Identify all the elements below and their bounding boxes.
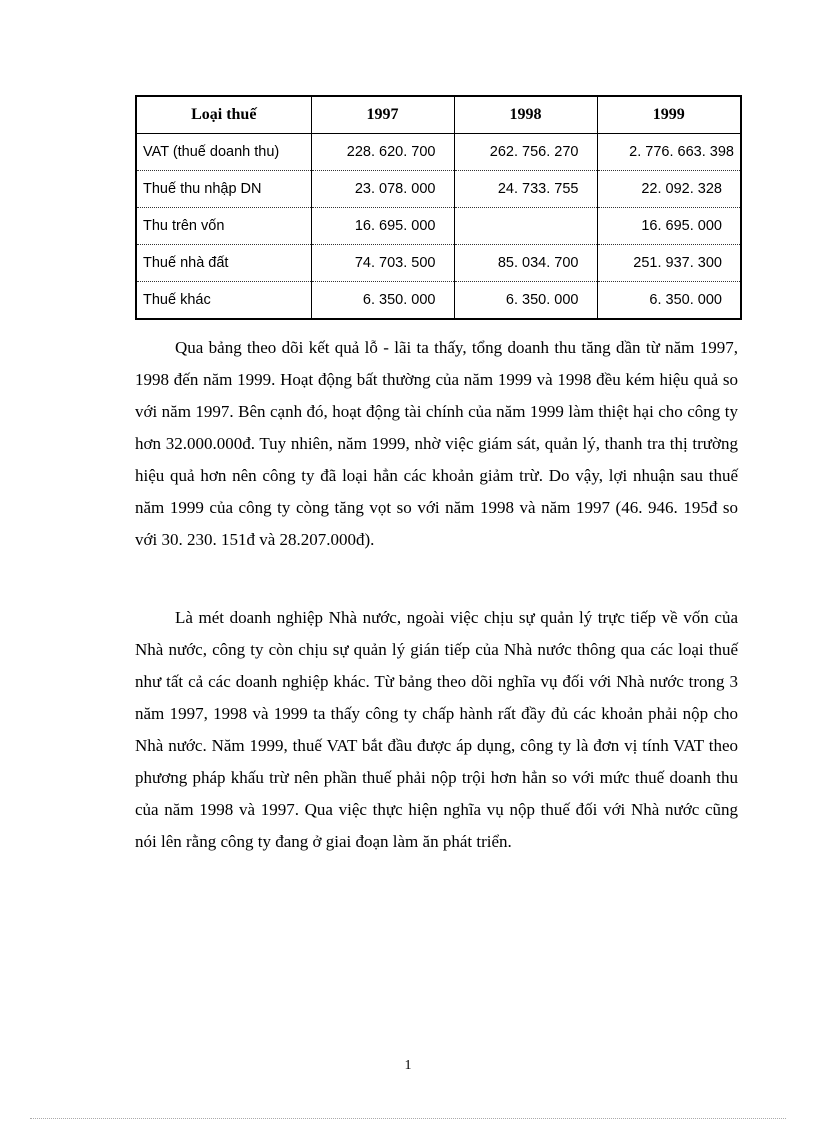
value-cell: 6. 350. 000	[311, 282, 454, 320]
value-cell: 6. 350. 000	[454, 282, 597, 320]
value-cell: 16. 695. 000	[597, 208, 741, 245]
tax-name-cell: Thuế thu nhập DN	[136, 171, 311, 208]
header-year: 1997	[311, 96, 454, 134]
header-year: 1999	[597, 96, 741, 134]
value-cell: 24. 733. 755	[454, 171, 597, 208]
value-cell: 16. 695. 000	[311, 208, 454, 245]
value-cell: 74. 703. 500	[311, 245, 454, 282]
table-row	[136, 282, 741, 320]
value-cell: 85. 034. 700	[454, 245, 597, 282]
value-cell: 228. 620. 700	[311, 134, 454, 171]
table-row	[136, 245, 741, 282]
tax-table	[135, 95, 742, 320]
analysis-paragraph: Qua bảng theo dõi kết quả lỗ - lãi ta thấy, tổng doanh thu tăng dần từ năm 1997, 1998 đến năm 1999. Hoạt động bất thường của năm 1999 và 1998 đều kém hiệu quả so với năm 1997. Bên cạnh đó, hoạt động tài chính của năm 1999 làm thiệt hại cho công ty hơn 32.000.000đ. Tuy nhiên, năm 1999, nhờ việc giám sát, quản lý, thanh tra thị trường hiệu quả hơn nên công ty đã loại hẳn các khoản giảm trừ. Do vậy, lợi nhuận sau thuế năm 1999 của công ty còng tăng vọt so với năm 1998 và năm 1997 (46. 946. 195đ so với 30. 230. 151đ và 28.207.000đ).	[135, 338, 738, 549]
value-cell: 23. 078. 000	[311, 171, 454, 208]
table-row	[136, 171, 741, 208]
value-cell	[454, 208, 597, 245]
table-row	[136, 134, 741, 171]
value-cell: 6. 350. 000	[649, 292, 722, 308]
value-cell: 251. 937. 300	[597, 245, 741, 282]
header-year: 1998	[454, 96, 597, 134]
value-cell: 2. 776. 663. 398	[597, 134, 741, 171]
page-number: 1	[404, 1058, 412, 1073]
tax-obligation-paragraph: Là mét doanh nghiệp Nhà nước, ngoài việc chịu sự quản lý trực tiếp về vốn của Nhà nước, công ty còn chịu sự quản lý gián tiếp của Nhà nước thông qua các loại thuế như tất cả các doanh nghiệp khác. Từ bảng theo dõi nghĩa vụ đối với Nhà nước trong 3 năm 1997, 1998 và 1999 ta thấy công ty chấp hành rất đầy đủ các khoản phải nộp cho Nhà nước. Năm 1999, thuế VAT bắt đầu được áp dụng, công ty là đơn vị tính VAT theo phương pháp khấu trừ nên phần thuế phải nộp trội hơn hẳn so với mức thuế doanh thu của năm 1998 và 1997. Qua việc thực hiện nghĩa vụ nộp thuế đối với Nhà nước cũng nói lên rằng công ty đang ở giai đoạn làm ăn phát triển.	[135, 608, 738, 851]
header-tax-type: Loại thuế	[136, 96, 311, 134]
tax-name-cell: Thuế khác	[136, 282, 311, 320]
tax-name-cell: Thu trên vốn	[136, 208, 311, 245]
value-cell: 22. 092. 328	[597, 171, 741, 208]
tax-name-cell: Thuế nhà đất	[136, 245, 311, 282]
tax-name-cell: VAT (thuế doanh thu)	[136, 134, 311, 171]
table-row	[136, 208, 741, 245]
value-cell: 262. 756. 270	[454, 134, 597, 171]
table-header-row	[136, 96, 741, 134]
page-bottom-rule	[30, 1118, 786, 1119]
